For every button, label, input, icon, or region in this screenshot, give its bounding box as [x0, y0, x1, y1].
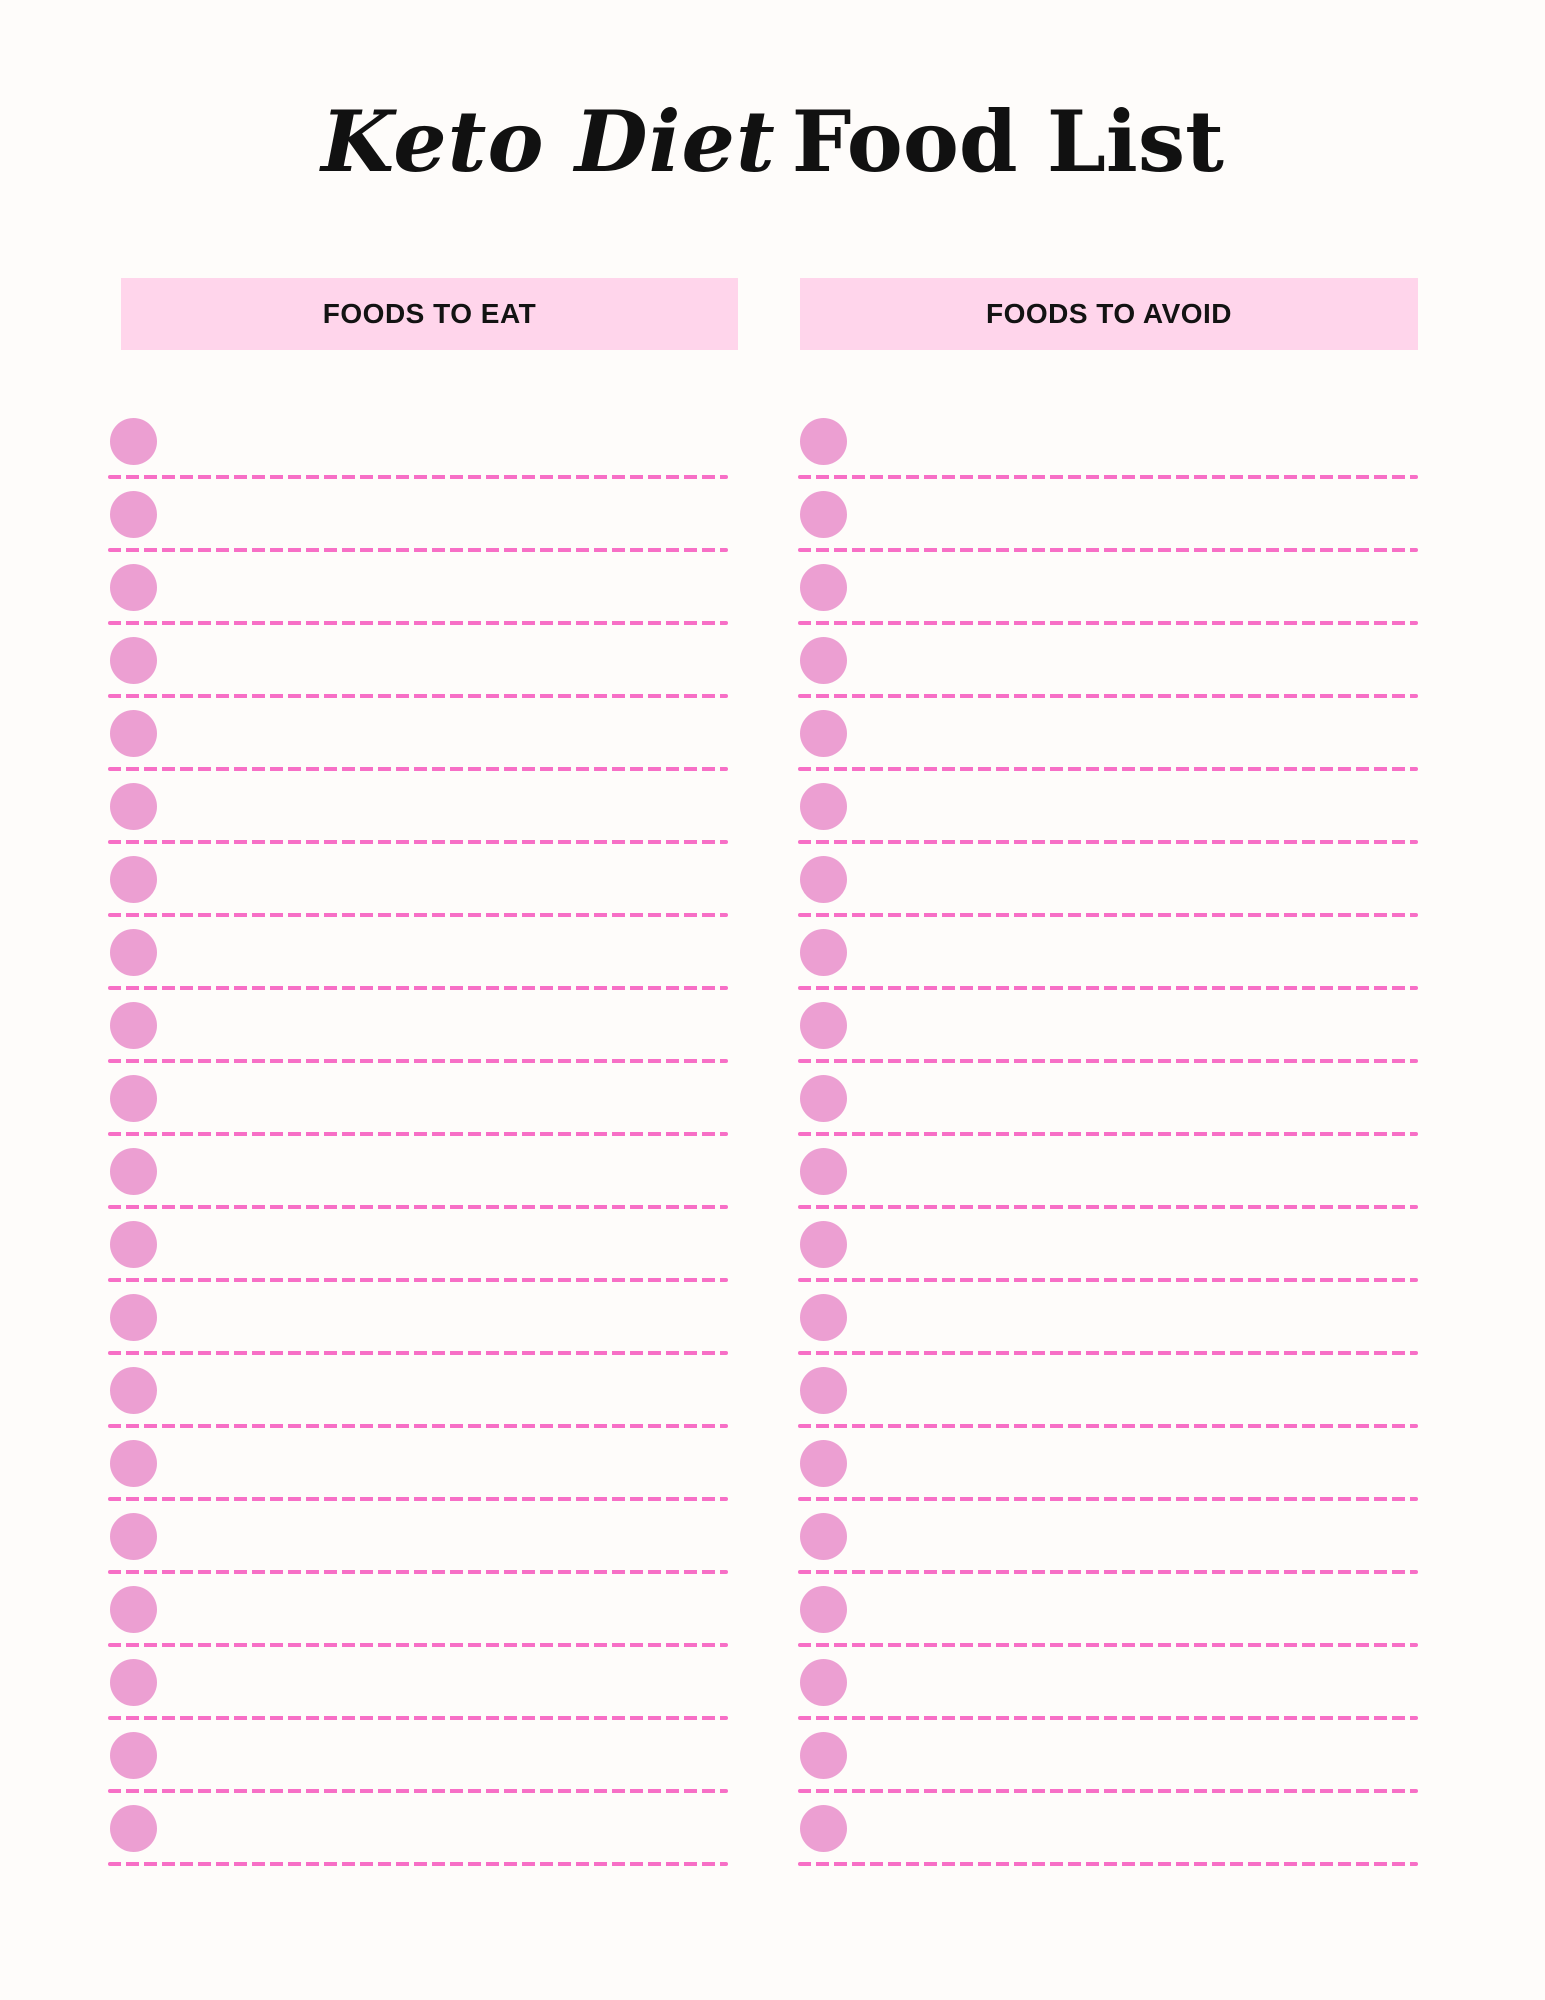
bullet-icon — [800, 1148, 847, 1195]
entry-line — [798, 1132, 1418, 1136]
list-row — [798, 1586, 1418, 1659]
list-row — [108, 491, 728, 564]
bullet-icon — [110, 1659, 157, 1706]
list-row — [798, 637, 1418, 710]
title-bold-part: Food List — [791, 92, 1224, 191]
list-row — [798, 564, 1418, 637]
bullet-icon — [110, 929, 157, 976]
list-row — [798, 1513, 1418, 1586]
list-row — [798, 418, 1418, 491]
list-row — [798, 1659, 1418, 1732]
entry-line — [108, 1424, 728, 1428]
entry-line — [798, 1789, 1418, 1793]
list-row — [798, 1732, 1418, 1805]
bullet-icon — [110, 1294, 157, 1341]
list-row — [798, 1440, 1418, 1513]
bullet-icon — [110, 1440, 157, 1487]
bullet-icon — [800, 1002, 847, 1049]
list-row — [108, 1075, 728, 1148]
list-row — [798, 929, 1418, 1002]
entry-line — [798, 1351, 1418, 1355]
entry-line — [798, 986, 1418, 990]
list-row — [798, 710, 1418, 783]
bullet-icon — [110, 564, 157, 611]
bullet-icon — [800, 929, 847, 976]
entry-line — [108, 840, 728, 844]
foods-to-eat-list — [108, 418, 728, 1878]
bullet-icon — [110, 710, 157, 757]
entry-line — [108, 1132, 728, 1136]
bullet-icon — [110, 1805, 157, 1852]
bullet-icon — [800, 1586, 847, 1633]
list-row — [108, 1367, 728, 1440]
list-row — [798, 1805, 1418, 1878]
bullet-icon — [110, 1513, 157, 1560]
list-row — [108, 1732, 728, 1805]
entry-line — [108, 1570, 728, 1574]
list-row — [108, 1513, 728, 1586]
entry-line — [108, 475, 728, 479]
entry-line — [798, 621, 1418, 625]
list-row — [108, 929, 728, 1002]
entry-line — [108, 1278, 728, 1282]
bullet-icon — [110, 1367, 157, 1414]
column-header-label: FOODS TO EAT — [322, 298, 537, 329]
title-script-part: Keto Diet — [321, 92, 776, 191]
column-header-foods-to-avoid — [800, 278, 1418, 350]
bullet-icon — [800, 1513, 847, 1560]
bullet-icon — [800, 491, 847, 538]
list-row — [798, 1148, 1418, 1221]
entry-line — [108, 767, 728, 771]
bullet-icon — [800, 1805, 847, 1852]
bullet-icon — [800, 637, 847, 684]
bullet-icon — [800, 1440, 847, 1487]
entry-line — [798, 1862, 1418, 1866]
bullet-icon — [110, 1221, 157, 1268]
entry-line — [108, 1862, 728, 1866]
bullet-icon — [800, 856, 847, 903]
bullet-icon — [110, 1075, 157, 1122]
bullet-icon — [800, 1221, 847, 1268]
bullet-icon — [110, 1586, 157, 1633]
column-header-label: FOODS TO AVOID — [985, 298, 1233, 329]
list-row — [108, 783, 728, 856]
bullet-icon — [110, 783, 157, 830]
entry-line — [798, 1424, 1418, 1428]
list-row — [108, 1221, 728, 1294]
list-row — [108, 1440, 728, 1513]
bullet-icon — [800, 418, 847, 465]
list-row — [798, 783, 1418, 856]
list-row — [108, 1805, 728, 1878]
bullet-icon — [110, 856, 157, 903]
list-row — [108, 710, 728, 783]
bullet-icon — [800, 1732, 847, 1779]
list-row — [798, 1002, 1418, 1075]
column-header-foods-to-eat — [121, 278, 738, 350]
entry-line — [798, 840, 1418, 844]
list-row — [108, 418, 728, 491]
entry-line — [798, 475, 1418, 479]
bullet-icon — [110, 637, 157, 684]
bullet-icon — [110, 418, 157, 465]
bullet-icon — [800, 564, 847, 611]
foods-to-avoid-list — [798, 418, 1418, 1878]
bullet-icon — [800, 1659, 847, 1706]
list-row — [108, 1586, 728, 1659]
bullet-icon — [110, 1732, 157, 1779]
bullet-icon — [800, 710, 847, 757]
entry-line — [798, 1278, 1418, 1282]
bullet-icon — [800, 1367, 847, 1414]
entry-line — [108, 621, 728, 625]
entry-line — [108, 913, 728, 917]
bullet-icon — [110, 1148, 157, 1195]
entry-line — [798, 1570, 1418, 1574]
entry-line — [798, 767, 1418, 771]
bullet-icon — [110, 1002, 157, 1049]
list-row — [108, 1148, 728, 1221]
entry-line — [108, 986, 728, 990]
list-row — [108, 564, 728, 637]
entry-line — [108, 1497, 728, 1501]
entry-line — [108, 1351, 728, 1355]
entry-line — [108, 1059, 728, 1063]
entry-line — [798, 548, 1418, 552]
bullet-icon — [800, 783, 847, 830]
entry-line — [798, 1643, 1418, 1647]
entry-line — [108, 1643, 728, 1647]
list-row — [108, 1659, 728, 1732]
entry-line — [798, 1716, 1418, 1720]
list-row — [798, 1221, 1418, 1294]
list-row — [108, 637, 728, 710]
bullet-icon — [800, 1294, 847, 1341]
entry-line — [798, 1205, 1418, 1209]
list-row — [798, 856, 1418, 929]
list-row — [798, 1075, 1418, 1148]
page-title — [0, 92, 1545, 191]
bullet-icon — [800, 1075, 847, 1122]
list-row — [798, 1294, 1418, 1367]
list-row — [108, 1002, 728, 1075]
entry-line — [108, 1789, 728, 1793]
entry-line — [798, 694, 1418, 698]
list-row — [108, 1294, 728, 1367]
entry-line — [798, 1497, 1418, 1501]
entry-line — [108, 1716, 728, 1720]
entry-line — [798, 1059, 1418, 1063]
entry-line — [108, 1205, 728, 1209]
list-row — [798, 491, 1418, 564]
entry-line — [798, 913, 1418, 917]
entry-line — [108, 694, 728, 698]
entry-line — [108, 548, 728, 552]
list-row — [108, 856, 728, 929]
bullet-icon — [110, 491, 157, 538]
list-row — [798, 1367, 1418, 1440]
